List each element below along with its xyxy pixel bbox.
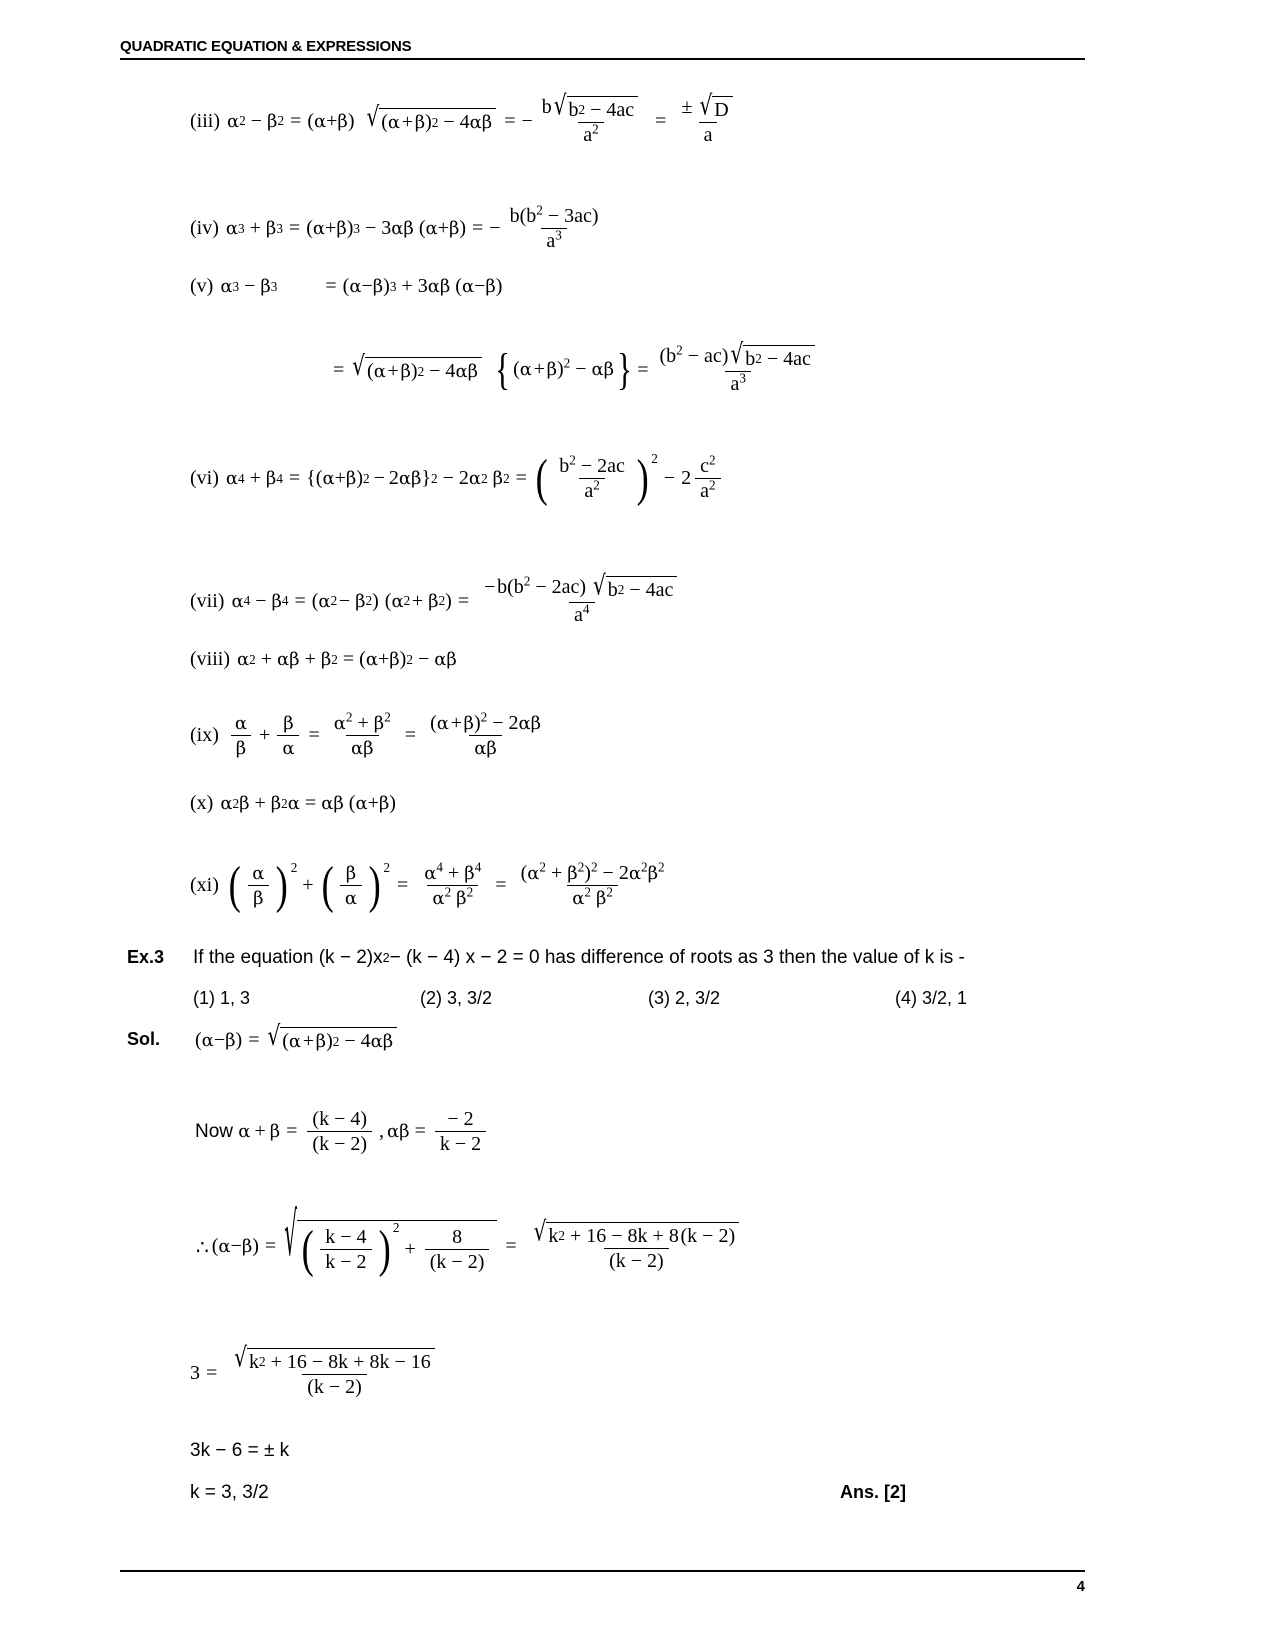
paren-group-step3: ( $\frac{k - 4}{k - 2}$ ) xyxy=(301,1220,391,1278)
formula-viii-label: (viii) xyxy=(190,648,230,670)
radical-icon: √ ( α + β ) 2 − 4 αβ xyxy=(267,1027,397,1053)
step6-text: k = 3, 3/2 xyxy=(190,1482,269,1503)
step2-den2: k − 2 xyxy=(435,1131,486,1155)
question-text-before: If the equation (k − 2)x xyxy=(193,947,383,968)
solution-label: Sol. xyxy=(127,1029,161,1049)
formula-ix-label: (ix) xyxy=(190,724,219,746)
formula-x: (x) α 2 β + β 2 α = αβ ( α + β ) xyxy=(190,792,396,814)
radical-icon: √ ( $\frac{k - 4}{k - 2}$ ) 2 + $\frac{8}{(k - 2)}$ xyxy=(284,1220,497,1273)
fraction-ix-a: $\frac{\alpha}{\beta}$ xyxy=(230,712,252,759)
fraction-vi-b: $\frac{c^2}{a^2}$ xyxy=(695,455,720,502)
formula-xi: (xi) ( $\frac{\alpha}{\beta}$ ) 2 + ( $\frac{\beta}{\alpha}$ ) 2 = $\frac{\alpha^4 + \beta^4}{\alpha^2 \beta^2}$ = $\frac{(\alpha^2 + \beta^2)^2 - 2\alpha^2\beta^2}{\alpha^2 \beta^2}$ xyxy=(190,862,674,909)
fraction-iv-denominator: $a^3$ xyxy=(541,228,566,252)
step5-text: 3k − 6 = ± k xyxy=(190,1440,290,1461)
solution-step-5 xyxy=(190,1440,289,1462)
solution-step-4: 3 = √ k 2 + 16 − 8k + 8k − 16 (k − 2) xyxy=(190,1348,446,1398)
formula-v: (v) α 3 − β 3 = ( α − β ) 3 + 3 αβ ( α − β ) xyxy=(190,275,503,297)
fraction-vii xyxy=(479,568,684,626)
fraction-iii-right: ± √ D a xyxy=(676,96,739,146)
fraction-ix-b: $\frac{\beta}{\alpha}$ xyxy=(277,712,299,759)
fraction-xi-a: $\frac{\alpha^4 + \beta^4}{\alpha^2 \beta^2}$ xyxy=(424,859,482,909)
formula-vi-label: (vi) xyxy=(190,467,219,489)
fraction-vii-denominator: $a^4$ xyxy=(569,602,594,626)
step2-num2: − 2 xyxy=(447,1108,474,1130)
solution-step-6 xyxy=(190,1482,269,1504)
paren-group-vi: ( $\frac{b^2 - 2ac}{a^2}$ ) xyxy=(535,449,649,507)
fraction-iv xyxy=(505,202,604,252)
fraction-vii-numerator: − $b(b^2 - 2ac)$ √ b 2 − 4ac xyxy=(479,576,684,602)
paren-group-xi-b: ( $\frac{\beta}{\alpha}$ ) xyxy=(321,856,381,914)
fraction-v-denominator: $a^3$ xyxy=(725,371,750,395)
paren-group-xi-a: ( $\frac{\alpha}{\beta}$ ) xyxy=(228,856,289,914)
example-question: If the equation (k − 2)x 2 − (k − 4) x − 2 = 0 has difference of roots as 3 then the value of k is - xyxy=(193,947,965,968)
footer-rule xyxy=(120,1570,1085,1572)
example-label-row xyxy=(127,947,164,968)
option-3[interactable] xyxy=(648,988,720,1009)
step3-num-b: 8 xyxy=(452,1226,463,1248)
option-2-number: (2) xyxy=(420,988,442,1008)
option-4-number: (4) xyxy=(895,988,917,1008)
formula-vii: (vii) α 4 − β 4 = ( α 2 − β 2 ) ( α 2 + β 2 ) = − $b(b^2 - 2ac)$ √ b 2 − 4ac $a^4$ xyxy=(190,576,688,626)
formula-xi-label: (xi) xyxy=(190,874,219,896)
step2-den1: (k − 2) xyxy=(307,1131,372,1155)
option-4[interactable] xyxy=(895,988,967,1009)
option-1-number: (1) xyxy=(193,988,215,1008)
solution-step-2: Now α + β = $\frac{(k - 4)}{(k - 2)}$ , αβ = $\frac{- 2}{k - 2}$ xyxy=(195,1108,490,1155)
step3-num-a: k − 4 xyxy=(325,1226,367,1248)
formula-vi: (vi) α 4 + β 4 = {( α + β ) 2 − 2 αβ } 2 − 2 α 2 β 2 = ( $\frac{b^2 - 2ac}{a^2}$ ) 2 − 2 $\frac{c^2}{a^2}$ xyxy=(190,455,725,502)
step3-den-a: k − 2 xyxy=(320,1249,371,1273)
header-title: QUADRATIC EQUATION & EXPRESSIONS xyxy=(120,38,412,55)
header-rule xyxy=(120,58,1085,60)
answer-text: Ans. [2] xyxy=(840,1482,907,1502)
step3-den-b: (k − 2) xyxy=(425,1249,490,1273)
option-3-value: 2, 3/2 xyxy=(675,988,721,1008)
fraction-step2-a xyxy=(307,1108,372,1155)
step3-rhs-den: (k − 2) xyxy=(604,1248,669,1272)
option-3-number: (3) xyxy=(648,988,670,1008)
formula-vii-label: (vii) xyxy=(190,589,225,612)
option-2-value: 3, 3/2 xyxy=(447,988,493,1008)
fraction-iii-mid: b √ b 2 − 4ac $a^2$ xyxy=(537,96,645,146)
formula-iii: (iii) α 2 − β 2 = ( α + β ) √ ( α + β ) 2 − 4 αβ = − b √ b 2 − 4ac $a^2$ = ± √ D a xyxy=(190,96,744,146)
brace-group: { (α + β)$^2$ − αβ } xyxy=(495,344,633,394)
fraction-vi-a: $\frac{b^2 - 2ac}{a^2}$ xyxy=(559,452,625,502)
formula-v-line2: = √ ( α + β ) 2 − 4 αβ { (α + β)$^2$ − αβ } = $(b^2 - ac)$ √ b 2 − 4ac $a^3$ xyxy=(333,345,826,395)
fraction-step4: √ k 2 + 16 − 8k + 8k − 16 (k − 2) xyxy=(227,1348,441,1398)
option-2[interactable] xyxy=(420,988,492,1009)
fraction-xi-b: $\frac{(\alpha^2 + \beta^2)^2 - 2\alpha^2\beta^2}{\alpha^2 \beta^2}$ xyxy=(520,859,665,909)
formula-iv: (iv) α 3 + β 3 = ( α + β ) 3 − 3 αβ ( α + β ) = − $\frac{b(b^2 - 3ac)}{a^3}$ xyxy=(190,205,608,252)
step4-den: (k − 2) xyxy=(302,1374,367,1398)
formula-viii: (viii) α 2 + αβ + β 2 = ( α + β ) 2 − αβ xyxy=(190,648,457,670)
fraction-step2-b xyxy=(435,1108,486,1155)
fraction-ix-d: $\frac{(\alpha + \beta)^2 - 2\alpha\beta}{\alpha\beta}$ xyxy=(430,709,542,759)
solution-step-1: ( α − β ) = √ ( α + β ) 2 − 4 αβ xyxy=(195,1027,399,1053)
page-header xyxy=(120,38,1085,60)
fraction-v-numerator: $(b^2 - ac)$ √ b 2 − 4ac xyxy=(655,345,822,371)
step2-num1: (k − 4) xyxy=(312,1108,368,1130)
fraction-v xyxy=(655,337,822,395)
page-number: 4 xyxy=(1076,1578,1085,1595)
formula-x-label: (x) xyxy=(190,792,214,814)
option-1[interactable] xyxy=(193,988,250,1009)
formula-iii-label: (iii) xyxy=(190,109,220,132)
radical-icon: √ ( α + β ) 2 − 4 αβ xyxy=(352,357,482,383)
option-1-value: 1, 3 xyxy=(220,988,251,1008)
example-label: Ex.3 xyxy=(127,947,165,967)
question-text-after: − (k − 4) x − 2 = 0 has difference of roots as 3 then the value of k is - xyxy=(389,947,965,968)
formula-ix: (ix) $\frac{\alpha}{\beta}$ + $\frac{\beta}{\alpha}$ = $\frac{\alpha^2 + \beta^2}{\alpha\beta}$ = $\frac{(\alpha + \beta)^2 - 2\alpha\beta}{\alpha\beta}$ xyxy=(190,712,550,759)
fraction-ix-c: $\frac{\alpha^2 + \beta^2}{\alpha\beta}$ xyxy=(333,709,391,759)
fraction-iv-numerator: $b(b^2 - 3ac)$ xyxy=(509,202,599,227)
radical-icon: √ ( α + β ) 2 − 4 αβ xyxy=(367,108,497,134)
formula-v-label: (v) xyxy=(190,275,214,297)
option-4-value: 3/2, 1 xyxy=(922,988,968,1008)
fraction-step3-rhs: √ k 2 + 16 − 8k + 8 (k − 2) (k − 2) xyxy=(527,1222,746,1272)
formula-iv-label: (iv) xyxy=(190,217,219,239)
solution-step-3: ∴ ( α − β ) = √ ( $\frac{k - 4}{k - 2}$ ) 2 + $\frac{8}{(k - 2)}$ = √ k 2 + 16 − 8k + 8 (k − 2) (k − 2) xyxy=(196,1220,750,1273)
